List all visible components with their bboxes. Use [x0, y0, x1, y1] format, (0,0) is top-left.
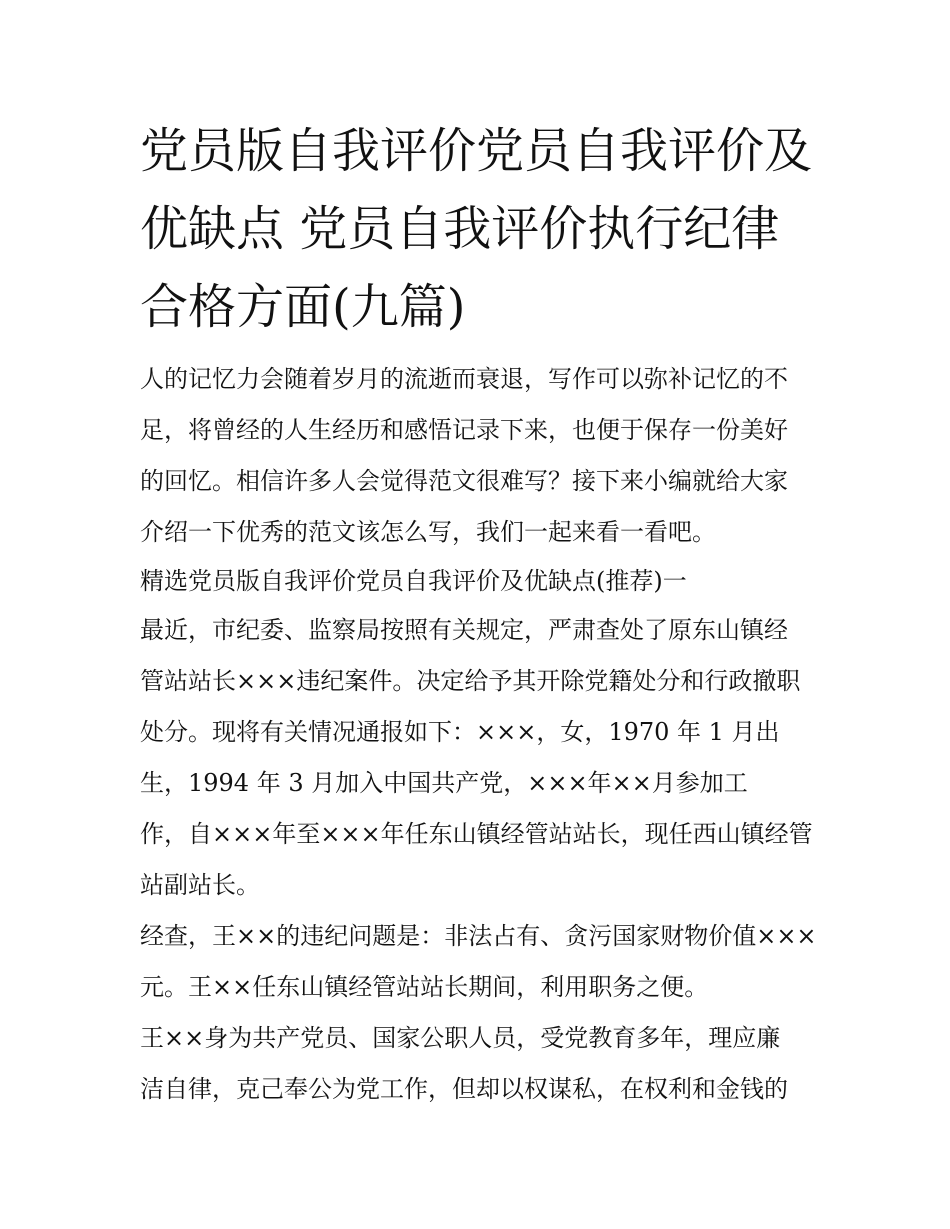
body-line: 作，自×××年至×××年任东山镇经管站站长，现任西山镇经管 [140, 820, 813, 848]
body-line: 洁自律，克己奉公为党工作，但却以权谋私，在权利和金钱的 [140, 1075, 788, 1103]
body-line: 生，1994 年 3 月加入中国共产党，×××年××月参加工 [140, 769, 748, 797]
document-page [140, 112, 820, 1115]
body-line: 王××身为共产党员、国家公职人员，受党教育多年，理应廉 [140, 1024, 781, 1052]
document-body [140, 354, 820, 1115]
body-line: 介绍一下优秀的范文该怎么写，我们一起来看一看吧。 [140, 518, 716, 546]
document-title: 党员版自我评价党员自我评价及优缺点 党员自我评价执行纪律合格方面(九篇) [140, 123, 813, 335]
body-line: 站副站长。 [140, 871, 260, 899]
body-line: 的回忆。相信许多人会觉得范文很难写？接下来小编就给大家 [140, 467, 788, 495]
body-line: 最近，市纪委、监察局按照有关规定，严肃查处了原东山镇经 [140, 616, 788, 644]
body-line: 足，将曾经的人生经历和感悟记录下来，也便于保存一份美好 [140, 416, 788, 444]
body-line: 管站站长×××违纪案件。决定给予其开除党籍处分和行政撤职 [140, 667, 801, 695]
body-line: 经查，王××的违纪问题是：非法占有、贪污国家财物价值××× [140, 922, 817, 950]
body-line: 人的记忆力会随着岁月的流逝而衰退，写作可以弥补记忆的不 [140, 365, 788, 393]
section-heading: 精选党员版自我评价党员自我评价及优缺点(推荐)一 [140, 567, 687, 595]
body-line: 处分。现将有关情况通报如下：×××，女，1970 年 1 月出 [140, 718, 780, 746]
body-line: 元。王××任东山镇经管站站长期间，利用职务之便。 [140, 973, 709, 1001]
